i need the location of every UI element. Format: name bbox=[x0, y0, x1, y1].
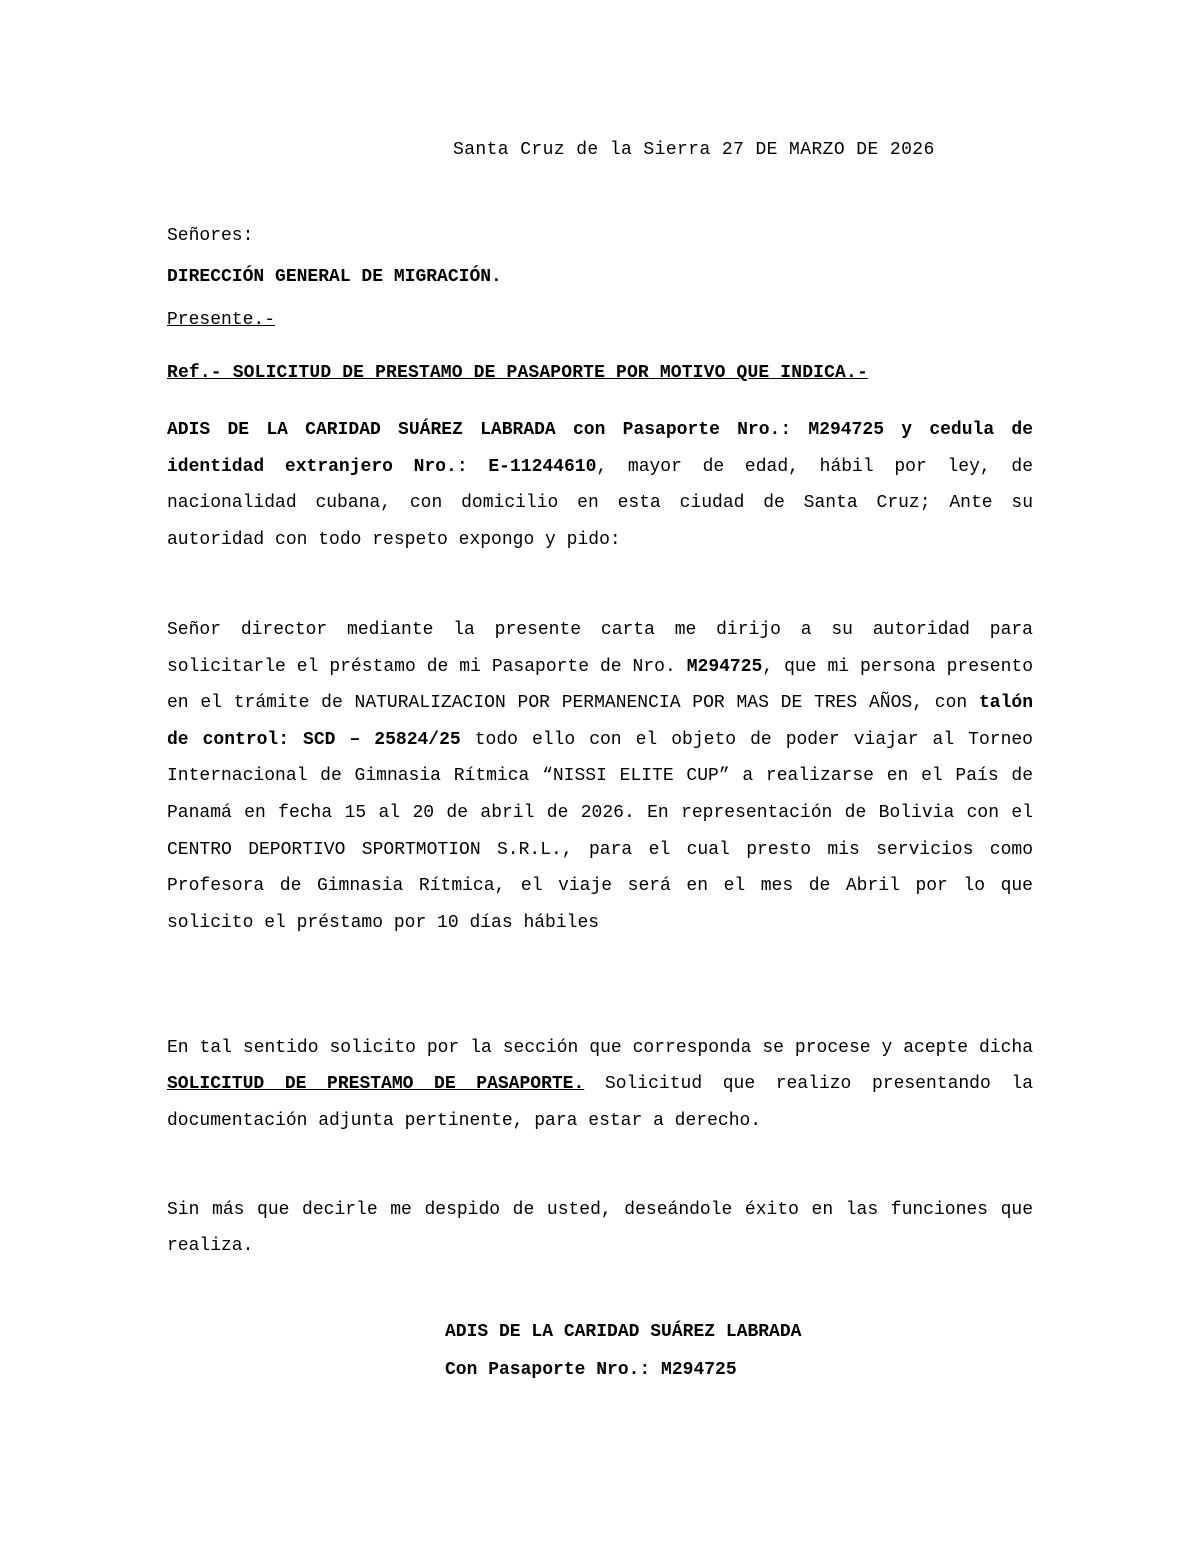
date-line: Santa Cruz de la Sierra 27 DE MARZO DE 2026 bbox=[453, 140, 935, 160]
presente-line: Presente.- bbox=[167, 310, 276, 330]
request-text-1: Señor director mediante la presente carta me dirijo a su autoridad para solicitarle el préstamo de mi Pasaporte de Nro. bbox=[167, 620, 1033, 677]
request-text-3: todo ello con el objeto de poder viajar al Torneo Internacional de Gimnasia Rítmica “NISSI ELITE CUP” a realizarse en el País de Panamá en fecha 15 al 20 de abril de 2026. En representación de Bolivia con el CENTRO DEPORTIVO SPORTMOTION S.R.L., para el cual presto mis servicios como Profesora de Gimnasia Rítmica, el viaje será en el mes de Abril por lo que solicito el préstamo por 10 días hábiles bbox=[167, 729, 1033, 933]
applicant-details: , mayor de edad, hábil por ley, de nacionalidad cubana, con domicilio en esta ciudad de Santa Cruz; Ante su autoridad con todo respeto expongo y pido: bbox=[167, 456, 1033, 550]
signature-name: ADIS DE LA CARIDAD SUÁREZ LABRADA bbox=[445, 1322, 802, 1342]
paragraph-process bbox=[167, 1030, 1033, 1139]
paragraph-closing: Sin más que decirle me despido de usted, deseándole éxito en las funciones que realiza. bbox=[167, 1200, 1033, 1256]
paragraph-request bbox=[167, 612, 1033, 941]
signature-passport: Con Pasaporte Nro.: M294725 bbox=[445, 1360, 737, 1380]
reference-line: Ref.- SOLICITUD DE PRESTAMO DE PASAPORTE POR MOTIVO QUE INDICA.- bbox=[167, 363, 868, 383]
process-text-2: Solicitud que realizo presentando la documentación adjunta pertinente, para estar a derecho. bbox=[167, 1074, 1033, 1131]
request-title-underlined: SOLICITUD DE PRESTAMO DE PASAPORTE. bbox=[167, 1074, 585, 1095]
paragraph-identification bbox=[167, 412, 1033, 558]
applicant-identification-bold: ADIS DE LA CARIDAD SUÁREZ LABRADA con Pasaporte Nro.: M294725 y cedula de identidad extranjero Nro.: E-11244610 bbox=[167, 420, 1033, 477]
salutation: Señores: bbox=[167, 226, 254, 246]
request-text-2: , que mi persona presento en el trámite de NATURALIZACION POR PERMANENCIA POR MAS DE TRES AÑOS, con bbox=[167, 656, 1034, 714]
addressee-organization: DIRECCIÓN GENERAL DE MIGRACIÓN. bbox=[167, 267, 502, 287]
control-number-bold: talón de control: SCD – 25824/25 bbox=[167, 693, 1033, 750]
passport-number-bold: M294725 bbox=[686, 656, 763, 677]
process-text-1: En tal sentido solicito por la sección que corresponda se procese y acepte dicha bbox=[167, 1038, 1033, 1058]
